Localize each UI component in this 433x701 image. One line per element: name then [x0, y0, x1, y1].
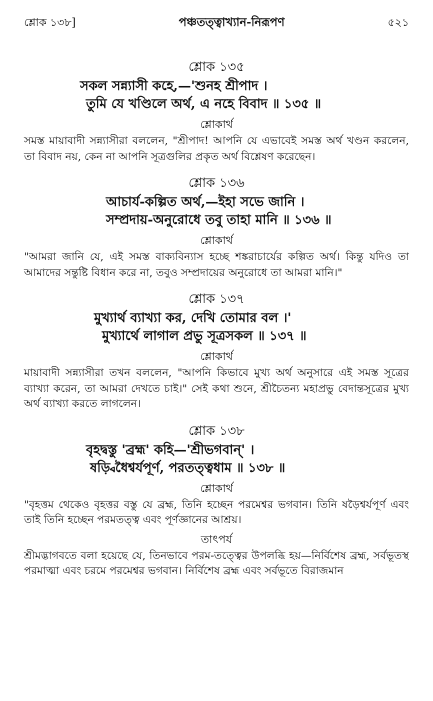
verse-line-1: আচার্য-কল্পিত অর্থ,—ইহা সভে জানি ।: [106, 195, 305, 210]
verse-line-2: ষড়্বিধৈশ্বর্যপূর্ণ, পরতত্ত্বধাম ॥ ১৩৮ ॥: [90, 460, 286, 476]
verse-section-137: [24, 291, 409, 413]
translation-label: শ্লোকার্থ: [200, 118, 233, 131]
header-page-number: ৫২১: [387, 16, 409, 29]
translation-label: শ্লোকার্থ: [200, 481, 233, 495]
verse-line-2: সম্প্রদায়-অনুরোধে তবু তাহা মানি ॥ ১৩৬ ॥: [106, 213, 332, 228]
verse-section-138: [24, 423, 409, 580]
verse-line-2: তুমি যে খণ্ডিলে অর্থ, এ নহে বিবাদ ॥ ১৩৫ ॥: [86, 97, 322, 112]
translation-text: "আমরা জানি যে, এই সমস্ত বাক্যবিন্যাস হচ্ছে শঙ্করাচার্যের কল্পিত অর্থ। কিন্তু যদিও তা আমাদের সন্তুষ্টি বিধান করে না, তবুও সম্প্রদায়ের অনুরোধে তা আমরা মানি।": [24, 251, 409, 279]
purport-label: তাৎপর্য: [200, 532, 233, 546]
verse-line-1: বৃহদ্বস্তু 'ব্রহ্ম' কহি—'শ্রীভগবান্' ।: [86, 442, 255, 458]
translation-label: শ্লোকার্থ: [200, 350, 233, 363]
verse-line-2: মুখ্যার্থে লাগাল প্রভু সূত্রসকল ॥ ১৩৭ ॥: [102, 329, 307, 344]
verse-section-136: [24, 175, 409, 281]
translation-text: "বৃহত্তম থেকেও বৃহত্তর বস্তু যে ব্রহ্ম, তিনি হচ্ছেন পরমেশ্বর ভগবান। তিনি ষড়ৈশ্বর্যপূর্ণ এবং তাই তিনি হচ্ছেন পরমতত্ত্ব এবং পূর্ণজ্ঞানের আশ্রয়।: [24, 498, 409, 526]
verse-section-135: [24, 59, 409, 165]
verse-line-1: মুখ্যার্থ ব্যাখ্যা কর, দেখি তোমার বল ।': [94, 311, 292, 326]
translation-label: শ্লোকার্থ: [200, 234, 233, 247]
verse-label: শ্লোক ১৩৭: [188, 292, 245, 307]
verse-label: শ্লোক ১৩৫: [188, 60, 245, 75]
purport-text: শ্রীমদ্ভাগবতে বলা হয়েছে যে, তিনভাবে পরম-তত্ত্বের উপলব্ধি হয়—নির্বিশেষ ব্রহ্ম, সর্বভূতস্থ পরমাত্মা এবং চরমে পরমেশ্বর ভগবান। নির্বিশেষ ব্রহ্ম এবং সর্বভূতে বিরাজমান: [24, 549, 409, 577]
verse-label: শ্লোক ১৩৬: [188, 176, 245, 191]
header-verse-ref: শ্লোক ১৩৮]: [24, 16, 76, 29]
verse-label: শ্লোক ১৩৮: [188, 423, 245, 439]
verse-line-1: সকল সন্ন্যাসী কহে,—'শুনহ শ্রীপাদ ।: [80, 79, 268, 94]
page-header: [24, 14, 409, 33]
translation-text: মায়াবাদী সন্ন্যাসীরা তখন বললেন, "আপনি কিভাবে মুখ্য অর্থ অনুসারে এই সমস্ত সূত্রের ব্যাখ্যা করেন, তা আমরা দেখতে চাই।" সেই কথা শুনে, শ্রীচৈতন্য মহাপ্রভু বেদান্তসূত্রের মুখ্য অর্থ ব্যাখ্যা করতে লাগলেন।: [24, 367, 409, 410]
header-chapter-title: পঞ্চতত্ত্বাখ্যান-নিরূপণ: [178, 15, 285, 29]
translation-text: সমস্ত মায়াবাদী সন্ন্যাসীরা বললেন, "শ্রীপাদ! আপনি যে এভাবেই সমস্ত অর্থ খণ্ডন করলেন, তা বিবাদ নয়, কেন না আপনি সূত্রগুলির প্রকৃত অর্থ বিশ্লেষণ করেছেন।: [24, 135, 409, 163]
